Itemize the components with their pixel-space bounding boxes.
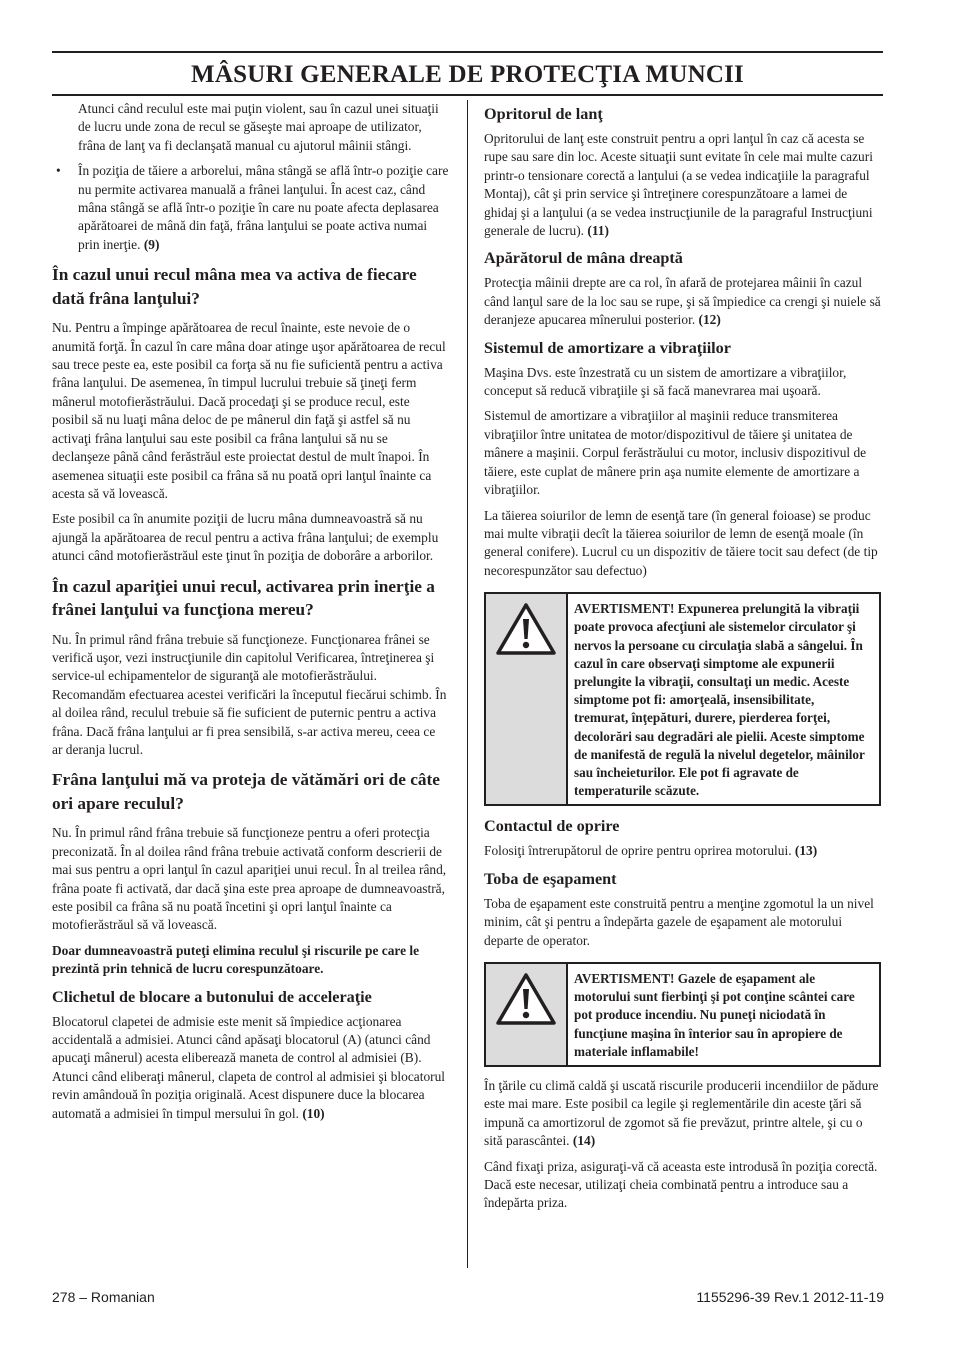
- paragraph: Nu. Pentru a împinge apărătoarea de recul înainte, este nevoie de o anumită forţă. În cazul în care mâna doar atinge uşor apărătoarea de recul sau trece peste ea, este posibil ca forţa să nu fie suficientă pentru a activa frâna lanţului. De asemenea, în timpul lucrului trebuie să ţineţi ferm mânerul motofierăstrăului. Dacă procedaţi şi se produce recul, este posibil să nu luaţi mâna deloc de pe mânerul din faţă şi astfel să nu activaţi frâna lanţului sau este posibil ca frâna lanţului să nu se declanşeze până când ferăstrăul este proiectat destul de mult înapoi. În asemenea situaţii este posibil ca frâna să nu poată opri lanţul înainte ca acesta să vă lovească.: [52, 320, 446, 501]
- section-heading: Toba de eşapament: [484, 869, 617, 888]
- warning-box: [484, 962, 881, 1067]
- paragraph: [484, 130, 881, 240]
- paragraph: Este posibil ca în anumite poziţii de lucru mâna dumneavoastră să nu ajungă la apărătoarea de recul pentru a activa frâna lanţului; de exemplu atunci când motofierăstrăul este ţinut în poziţia de doborâre a arborilor.: [52, 511, 439, 564]
- paragraph: [52, 1013, 449, 1123]
- warning-text: AVERTISMENT! Expunerea prelungită la vibraţii poate provoca afecţiuni ale sistemelor circulator şi nervos la persoane cu circulaţia slabă a sângelui. În cazul în care observaţi simptome ale expunerii prelungite la vibraţii, consultaţi un medic. Aceste simptome pot fi: amorţeală, insensibilitate, tremurat, înţepături, durere, pierderea forţei, decolorări sau degradări ale pielii. Aceste simptome de manifestă de regulă la nivelul degetelor, mâinilor sau încheieturilor. Ele pot fi agravate de temperaturile scăzute.: [574, 601, 865, 799]
- warning-box: [484, 592, 881, 806]
- paragraph: Toba de eşapament este construită pentru a menţine zgomotul la un nivel minim, cât şi pentru a îndepărta gazele de eşapament ale motorului departe de operator.: [484, 895, 874, 948]
- section-heading: În cazul apariţiei unui recul, activarea prin inerţie a frânei lanţului va funcţiona mereu?: [52, 576, 435, 620]
- figure-ref: (13): [794, 843, 818, 859]
- document-id: 1155296-39 Rev.1 2012-11-19: [696, 1289, 884, 1305]
- paragraph: La tăierea soiurilor de lemn de esenţă tare (în general foioase) se produc mai multe vibraţii decît la tăierea soiurilor de lemn de esenţă moale (în general conifere). Lucrul cu un dispozitiv de tăiere tocit sau defect (de tip necorespunzător sau defectuo): [484, 507, 878, 578]
- section-heading: Apărătorul de mâna dreaptă: [484, 249, 683, 268]
- warning-icon-panel: [486, 964, 568, 1065]
- header-rule-top: [52, 51, 883, 53]
- warning-triangle-icon: [495, 972, 557, 1026]
- paragraph: Când fixaţi priza, asiguraţi-vă că aceasta este introdusă în poziţia corectă. Dacă este necesar, utilizaţi cheia combinată pentru a introduce sau a îndepărta priza.: [484, 1158, 878, 1211]
- paragraph: Nu. În primul rând frâna trebuie să funcţioneze pentru a oferi protecţia preconizată. În al doilea rând frâna trebuie activată conform descrierii de mai sus pentru a opri lanţul în cazul apariţiei unui recul. În al treilea rând, frâna poate fi activată, dar dacă şina este prea aproape de dumneavoastră, este posibil ca frâna să nu poată încetini şi opri lanţul înainte ca motofierăstrăul să vă lovească.: [52, 825, 447, 933]
- figure-ref: (12): [698, 312, 721, 328]
- paragraph-text: Opritorului de lanţ este construit pentru a opri lanţul în caz că acesta se rupe sau sare din loc. Aceste situaţii sunt evitate în cele mai multe cazuri printr-o tensionare corectă a lanţului (a se vedea indicaţiile la paragraful Montaj), cât şi prin service şi întreţinere corespunzătoare a lamei de ghidaj şi a lanţului (a se vedea instrucţiunile de la paragraful Instrucţiuni generale de lucru).: [484, 131, 873, 239]
- bold-note: Doar dumneavoastră puteţi elimina reculul şi riscurile pe care le prezintă prin tehnică de lucru corespunzătoare.: [52, 942, 420, 977]
- paragraph-text: În ţările cu climă caldă şi uscată riscurile producerii incendiilor de pădure este mai mare. Este posibil ca legile şi reglementările din aceste ţări să impună ca amortizorul de zgomot să fie prevăzut, printre altele, şi cu o sită parascântei.: [484, 1078, 879, 1149]
- paragraph: [484, 1077, 881, 1151]
- warning-triangle-icon: [495, 602, 557, 656]
- paragraph-text: Protecţia mâinii drepte are ca rol, în afară de protejarea mâinii în cazul când lanţul sare de la loc sau se rupe, şi să împiedice ca crengi şi nuiele să deranjeze apucarea mînerului posterior.: [484, 275, 881, 328]
- paragraph-text: Blocatorul clapetei de admisie este menit să împiedice acţionarea accidentală a admisiei. Atunci când apăsaţi blocatorul (A) (atunci când apucaţi mânerul) acesta eliberează maneta de control al admisiei (B). Atunci când eliberaţi mânerul, clapeta de control al admisiei şi blocatorul revin amândouă în poziţia originală. Acest dispunere duce la blocarea automată a admisiei în timpul mersului în gol.: [52, 1013, 446, 1121]
- warning-icon-panel: [486, 594, 568, 804]
- bullet-text: În poziţia de tăiere a arborelui, mâna stângă se află într-o poziţie care nu permite activarea manuală a frânei lanţului. În acest caz, când mâna stângă se află într-o poziţie în care nu poate afecta deplasarea apărătoarei de mână din faţă, frâna lanţului se poate activa numai prin inerţie.: [78, 163, 449, 252]
- paragraph: Sistemul de amortizare a vibraţiilor al maşinii reduce transmiterea vibraţiilor între unitatea de motor/dispozitivul de tăiere şi unitatea de mânere a maşinii. Corpul ferăstrăului cu motor, inclusiv dispozitivul de tăiere, este cuplat de mânere prin aşa numite elemente de amortizare a vibraţiilor.: [484, 408, 867, 498]
- figure-ref: (9): [143, 236, 160, 252]
- section-heading: Contactul de oprire: [484, 817, 620, 836]
- intro-paragraph: Atunci când reculul este mai puţin violent, sau în cazul unei situaţii de lucru unde zona de recul se găseşte mai aproape de utilizator, frâna de lanţ va fi declanşată manual cu ajutorul mâinii stângi.: [78, 101, 439, 153]
- paragraph: [484, 274, 881, 329]
- figure-ref: (11): [587, 223, 609, 239]
- paragraph: Maşina Dvs. este înzestrată cu un sistem de amortizare a vibraţiilor, conceput să reducă vibraţiile şi să facă manevrarea mai uşoară.: [484, 364, 847, 399]
- figure-ref: (10): [302, 1105, 325, 1121]
- section-heading: Opritorul de lanţ: [484, 105, 603, 123]
- left-column: [52, 100, 449, 1130]
- bullet-item: [52, 162, 449, 254]
- paragraph: Nu. În primul rând frâna trebuie să funcţioneze. Funcţionarea frânei se verifică uşor, vezi instrucţiunile din capitolul Verificarea, întreţinerea şi service-ul echipamentelor de siguranţă ale motofierăstrăului. Recomandăm efectuarea acestei verificări la începutul fiecărui schimb. În al doilea rând, reculul trebuie să fie suficient de puternic pentru a activa frâna. Dacă frâna lanţului ar fi prea sensibilă, s-ar activa mereu, ceea ce ar deranja lucrul.: [52, 631, 447, 757]
- figure-ref: (14): [572, 1133, 596, 1149]
- header-rule-bottom: [52, 94, 883, 96]
- bullet-mark: •: [56, 163, 61, 179]
- paragraph-text: Folosiţi întrerupătorul de oprire pentru oprirea motorului.: [484, 843, 792, 859]
- right-column: [484, 100, 881, 1220]
- page-title: MÂSURI GENERALE DE PROTECŢIA MUNCII: [191, 61, 744, 88]
- warning-text: AVERTISMENT! Gazele de eşapament ale motorului sunt fierbinţi şi pot conţine scântei care pot produce incendiu. Nu puneţi niciodată în funcţiune maşina în înterior sau în apropiere de materiale inflamabile!: [574, 970, 855, 1059]
- section-heading: Sistemul de amortizare a vibraţiilor: [484, 338, 731, 357]
- section-heading: În cazul unui recul mâna mea va activa de fiecare dată frâna lanţului?: [52, 265, 417, 308]
- section-heading: Frâna lanţului mă va proteja de vătămări ori de câte ori apare reculul?: [52, 770, 440, 813]
- column-divider: [467, 100, 468, 1268]
- section-heading: Clichetul de blocare a butonului de acceleraţie: [52, 987, 372, 1006]
- page-number: 278 – Romanian: [52, 1289, 155, 1305]
- paragraph: [484, 842, 881, 860]
